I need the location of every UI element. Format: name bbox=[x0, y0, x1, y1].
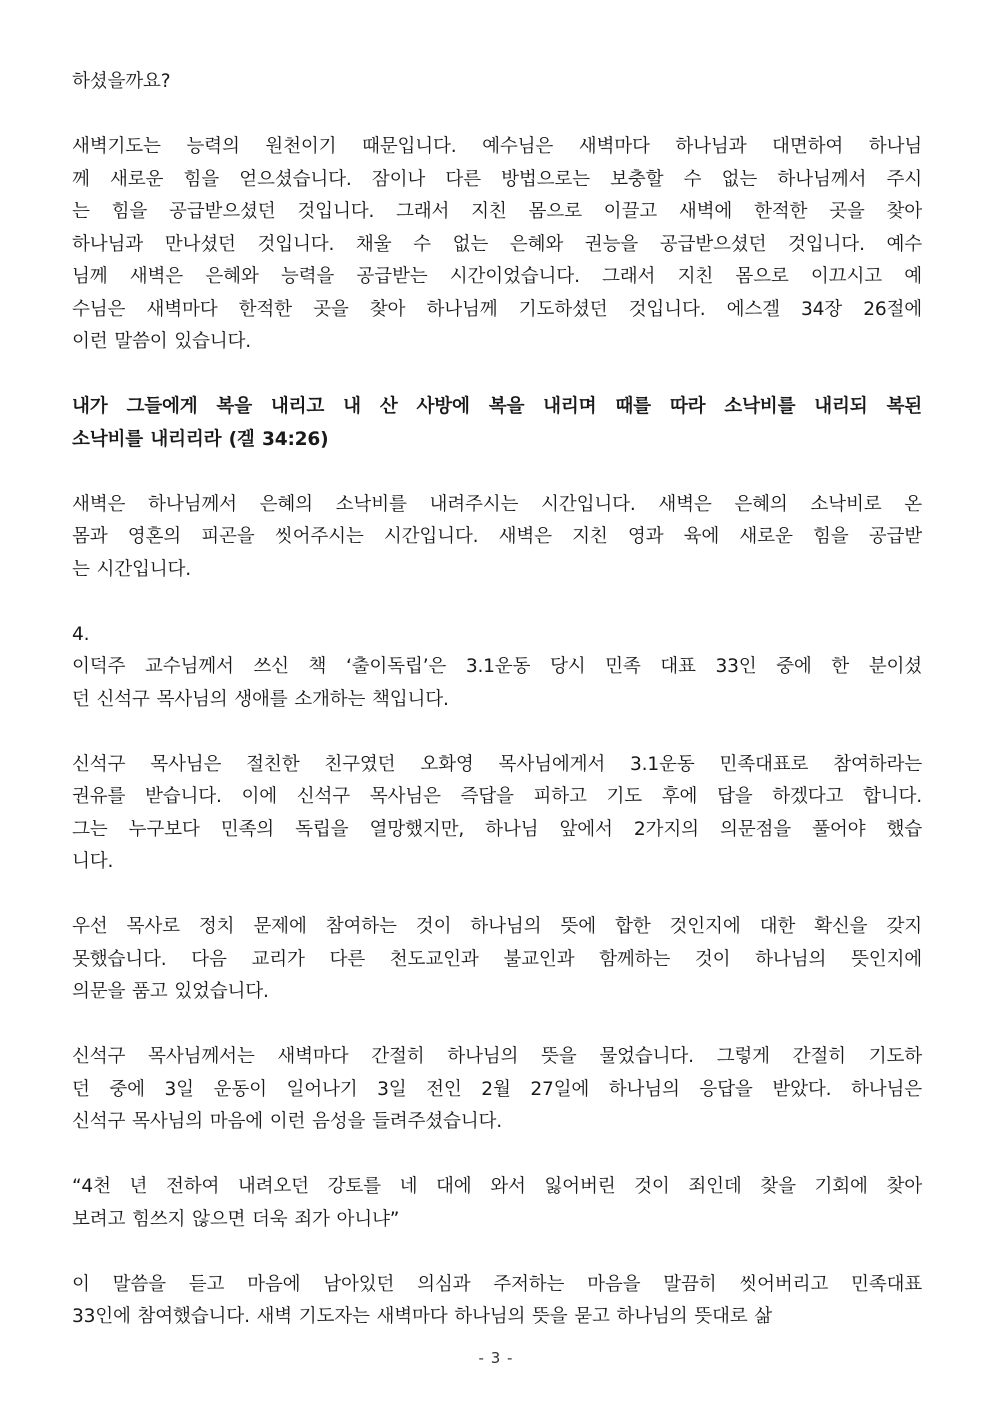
text-line: 못했습니다. 다음 교리가 다른 천도교인과 불교인과 함께하는 것이 하나님의 뜻인지에 bbox=[72, 948, 922, 970]
text-line: “4천 년 전하여 내려오던 강토를 네 대에 와서 잃어버린 것이 죄인데 찾을 기회에 찾아 bbox=[72, 1176, 922, 1197]
paragraph bbox=[72, 1171, 922, 1236]
text-line: 권유를 받습니다. 이에 신석구 목사님은 즉답을 피하고 기도 후에 답을 하겠다고 합니다. bbox=[72, 786, 922, 807]
paragraph-gap bbox=[72, 1009, 922, 1042]
paragraph-gap bbox=[72, 99, 922, 132]
paragraph bbox=[72, 1269, 922, 1334]
text-line: 하나님과 만나셨던 것입니다. 채울 수 없는 은혜와 권능을 공급받으셨던 것입니다. 예수 bbox=[72, 233, 922, 255]
document-body bbox=[72, 66, 922, 1334]
text-line: 이런 말씀이 있습니다. bbox=[72, 331, 251, 352]
text-line: 는 힘을 공급받으셨던 것입니다. 그래서 지친 몸으로 이끌고 새벽에 한적한 곳을 찾아 bbox=[72, 201, 922, 222]
text-line: 의문을 품고 있었습니다. bbox=[72, 981, 269, 1002]
text-line: 새벽은 하나님께서 은혜의 소낙비를 내려주시는 시간입니다. 새벽은 은혜의 소낙비로 온 bbox=[72, 493, 922, 515]
text-line: 새벽기도는 능력의 원천이기 때문입니다. 예수님은 새벽마다 하나님과 대면하여 하나님 bbox=[72, 136, 922, 157]
paragraph bbox=[72, 489, 922, 587]
page-number: - 3 - bbox=[478, 1349, 514, 1367]
paragraph bbox=[72, 66, 922, 99]
paragraph bbox=[72, 1041, 922, 1139]
text-line: 수님은 새벽마다 한적한 곳을 찾아 하나님께 기도하셨던 것입니다. 에스겔 34장 26절에 bbox=[72, 298, 922, 320]
text-line: 신석구 목사님은 절친한 친구였던 오화영 목사님에게서 3.1운동 민족대표로 참여하라는 bbox=[72, 753, 922, 775]
paragraph bbox=[72, 619, 922, 717]
text-line: 니다. bbox=[72, 851, 114, 872]
paragraph-gap bbox=[72, 1139, 922, 1172]
text-line: 던 중에 3일 운동이 일어나기 3일 전인 2월 27일에 하나님의 응답을 받았다. 하나님은 bbox=[72, 1078, 922, 1100]
text-line: 그는 누구보다 민족의 독립을 열망했지만, 하나님 앞에서 2가지의 의문점을 풀어야 했습 bbox=[72, 818, 922, 840]
text-line: 는 시간입니다. bbox=[72, 558, 191, 580]
scripture-quote bbox=[72, 391, 922, 456]
paragraph-gap bbox=[72, 456, 922, 489]
text-line: 하셨을까요? bbox=[72, 71, 171, 92]
text-line: 던 신석구 목사님의 생애를 소개하는 책입니다. bbox=[72, 688, 449, 710]
text-line: 보려고 힘쓰지 않으면 더욱 죄가 아니냐” bbox=[72, 1208, 400, 1230]
text-line: 33인에 참여했습니다. 새벽 기도자는 새벽마다 하나님의 뜻을 묻고 하나님의 뜻대로 삶 bbox=[72, 1306, 772, 1327]
text-line: 내가 그들에게 복을 내리고 내 산 사방에 복을 내리며 때를 따라 소낙비를 내리되 복된 bbox=[72, 396, 922, 417]
text-line: 이덕주 교수님께서 쓰신 책 ‘출이독립’은 3.1운동 당시 민족 대표 33인 중에 한 분이셨 bbox=[72, 656, 922, 677]
paragraph bbox=[72, 131, 922, 359]
paragraph-gap bbox=[72, 1236, 922, 1269]
paragraph-gap bbox=[72, 359, 922, 392]
text-line: 우선 목사로 정치 문제에 참여하는 것이 하나님의 뜻에 합한 것인지에 대한 확신을 갖지 bbox=[72, 916, 922, 937]
text-line: 님께 새벽은 은혜와 능력을 공급받는 시간이었습니다. 그래서 지친 몸으로 이끄시고 예 bbox=[72, 266, 922, 287]
text-line: 이 말씀을 듣고 마음에 남아있던 의심과 주저하는 마음을 말끔히 씻어버리고 민족대표 bbox=[72, 1273, 922, 1295]
text-line: 몸과 영혼의 피곤을 씻어주시는 시간입니다. 새벽은 지친 영과 육에 새로운 힘을 공급받 bbox=[72, 526, 922, 547]
text-line: 소낙비를 내리리라 (겔 34:26) bbox=[72, 428, 329, 450]
text-line: 께 새로운 힘을 얻으셨습니다. 잠이나 다른 방법으로는 보충할 수 없는 하나님께서 주시 bbox=[72, 168, 922, 190]
paragraph-gap bbox=[72, 716, 922, 749]
paragraph bbox=[72, 911, 922, 1009]
text-line: 신석구 목사님께서는 새벽마다 간절히 하나님의 뜻을 물었습니다. 그렇게 간절히 기도하 bbox=[72, 1046, 922, 1067]
paragraph-gap bbox=[72, 879, 922, 912]
paragraph bbox=[72, 749, 922, 879]
text-line: 신석구 목사님의 마음에 이런 음성을 들려주셨습니다. bbox=[72, 1111, 503, 1132]
text-line: 4. bbox=[72, 623, 90, 645]
paragraph-gap bbox=[72, 586, 922, 619]
